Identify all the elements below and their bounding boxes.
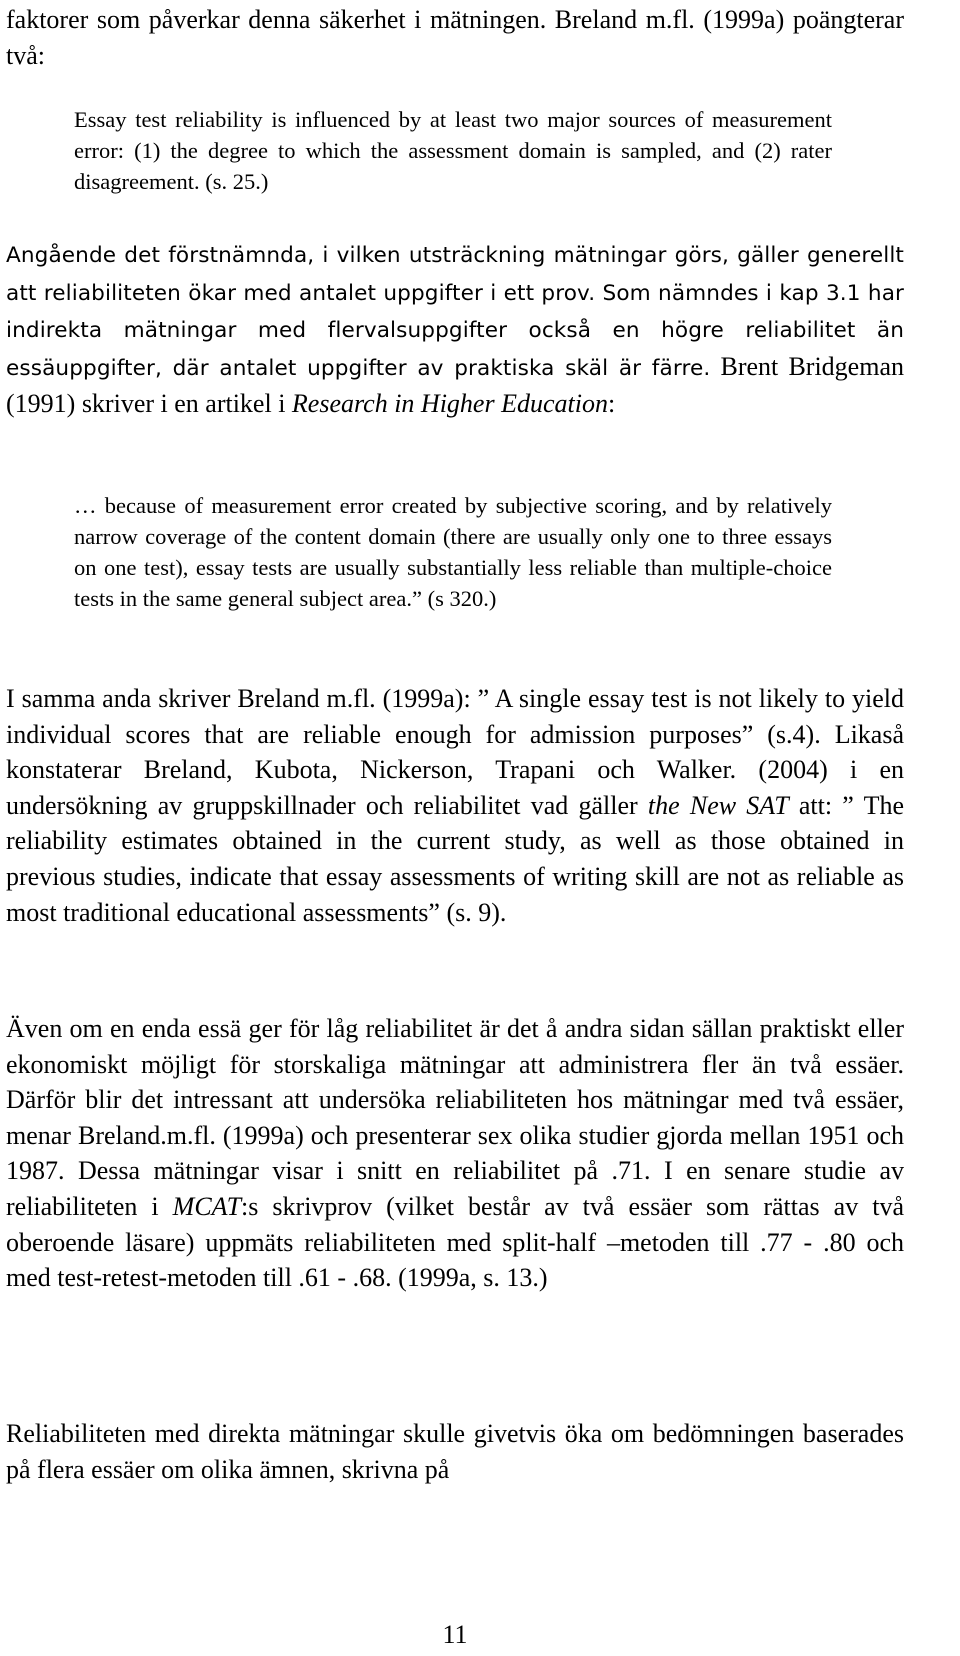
paragraph-4 (6, 1011, 911, 1296)
paragraph-1-text: faktorer som påverkar denna säkerhet i mätningen. Breland m.fl. (1999a) poängterar två: (6, 5, 911, 70)
block-quote-1 (74, 104, 838, 197)
paragraph-4-continued: :s skrivprov (vilket består av två essäer som rättas av två oberoende läsare) uppmäts reliabiliteten med split-half –metoden till .77 - .80 och med test-retest-metoden till .61 - .68. (1999a, s. 13.) (6, 1191, 911, 1293)
page-number: 11 (442, 1620, 468, 1649)
paragraph-2-text: Angående det förstnämnda, i vilken utsträckning mätningar görs, gäller generellt att reliabiliteten ökar med antalet uppgifter i ett prov. Som nämndes i kap 3.1 har indirekta mätningar med flervalsuppgifter också en högre reliabilitet än essäuppgifter, där antalet uppgifter av praktiska skäl är färre. (6, 243, 911, 381)
paragraph-2-continued: Brent Bridgeman (1991) skriver i en artikel i (6, 351, 911, 419)
block-quote-2-text: … because of measurement error created by subjective scoring, and by relatively narrow coverage of the content domain (there are usually only one to three essays on one test), essay tests are usually substantially less reliable than multiple-choice tests in the same general subject area.” (s 320.) (74, 493, 838, 611)
paragraph-3-continued: att: ” The reliability estimates obtained in the current study, as well as those obtained in previous studies, indicate that essay assessments of writing skill are not as reliable as most traditional educational assessments” (s. 9). (6, 790, 911, 927)
paragraph-5-text: Reliabiliteten med direkta mätningar skulle givetvis öka om bedömningen baserades på flera essäer om olika ämnen, skrivna på (6, 1419, 911, 1484)
block-quote-1-text: Essay test reliability is influenced by at least two major sources of measurement error: (1) the degree to which the assessment domain is sampled, and (2) rater disagreement. (s. 25.) (74, 107, 838, 194)
journal-title: Research in Higher Education (291, 389, 608, 419)
paragraph-1 (6, 2, 911, 73)
paragraph-3-text: I samma anda skriver Breland m.fl. (1999a): ” A single essay test is not likely to yield individual scores that are reliable enough for admission purposes” (s.4). Likaså konstaterar Breland, Kubota, Nickerson, Trapani och Walker. (2004) i en undersökning av gruppskillnader och reliabilitet vad gäller (6, 684, 911, 820)
paragraph-2-colon: : (607, 389, 616, 419)
test-name-italic: the New SAT (647, 790, 789, 820)
paragraph-3 (6, 681, 911, 930)
block-quote-2 (74, 490, 838, 614)
paragraph-2 (6, 236, 911, 422)
mcat-italic: MCAT (172, 1191, 242, 1221)
paragraph-4-text: Även om en enda essä ger för låg reliabilitet är det å andra sidan sällan praktiskt eller ekonomiskt möjligt för storskaliga mätningar att administrera fler än två essäer. Därför blir det intressant att undersöka reliabiliteten hos mätningar med två essäer, menar Breland.m.fl. (1999a) och presenterar sex olika studier gjorda mellan 1951 och 1987. Dessa mätningar visar i snitt en reliabilitet på .71. I en senare studie av reliabiliteten i (6, 1014, 911, 1221)
paragraph-5 (6, 1416, 911, 1487)
